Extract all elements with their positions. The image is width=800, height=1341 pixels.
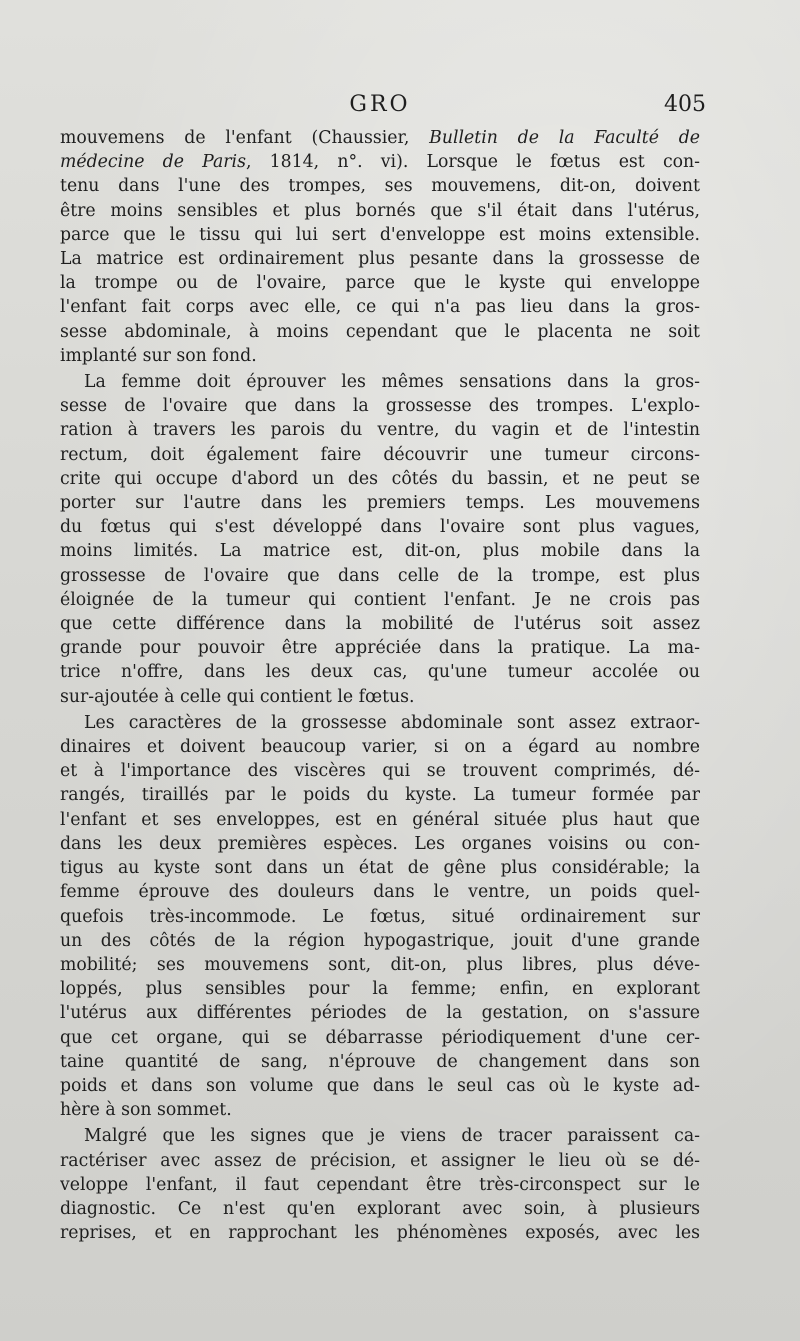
text-line: éloignée de la tumeur qui contient l'enfant. Je ne crois pas (60, 589, 700, 610)
text-line: taine quantité de sang, n'éprouve de changement dans son (60, 1051, 700, 1072)
text-line: quefois très-incommode. Le fœtus, situé ordinairement sur (60, 906, 700, 927)
paragraph-4 (60, 1124, 700, 1245)
page-number: 405 (664, 92, 706, 117)
text-line: ractériser avec assez de précision, et assigner le lieu où se dé- (60, 1150, 700, 1171)
running-head: GRO (349, 92, 411, 117)
journal-title: Bulletin de la Faculté de (429, 128, 700, 148)
text-line: Les caractères de la grossesse abdominale sont assez extraor- (84, 712, 700, 733)
text-line: être moins sensibles et plus bornés que s'il était dans l'utérus, (60, 200, 700, 221)
text-line: rectum, doit également faire découvrir une tumeur circons- (60, 444, 700, 465)
text-line: mobilité; ses mouvemens sont, dit-on, plus libres, plus déve- (60, 954, 700, 975)
text-line: l'enfant fait corps avec elle, ce qui n'a pas lieu dans la gros- (60, 297, 700, 318)
text-line: tenu dans l'une des trompes, ses mouvemens, dit-on, doivent (60, 176, 700, 197)
text-line: porter sur l'autre dans les premiers temps. Les mouvemens (60, 493, 700, 514)
body-text (60, 126, 700, 1247)
text-line: parce que le tissu qui lui sert d'enveloppe est moins extensible. (60, 224, 700, 245)
page-header (60, 92, 706, 124)
text-line: du fœtus qui s'est développé dans l'ovaire sont plus vagues, (60, 517, 700, 538)
text-line: l'enfant et ses enveloppes, est en général située plus haut que (60, 809, 700, 830)
text-line: dans les deux premières espèces. Les organes voisins ou con- (60, 833, 700, 854)
text-line: hère à son sommet. (60, 1100, 232, 1121)
text-line: moins limités. La matrice est, dit-on, plus mobile dans la (60, 541, 700, 562)
journal-title: médecine de Paris (60, 152, 246, 173)
text-line: trice n'offre, dans les deux cas, qu'une tumeur accolée ou (60, 662, 700, 683)
text-line: rangés, tiraillés par le poids du kyste. La tumeur formée par (60, 785, 700, 806)
text-line: grossesse de l'ovaire que dans celle de la trompe, est plus (60, 565, 700, 586)
text-line: veloppe l'enfant, il faut cependant être très-circonspect sur le (60, 1174, 700, 1195)
text-line: médecine de Paris, 1814, n°. vi). Lorsque le fœtus est con- (60, 152, 700, 173)
text-line: diagnostic. Ce n'est qu'en explorant avec soin, à plusieurs (60, 1198, 700, 1219)
text-line: un des côtés de la région hypogastrique, jouit d'une grande (60, 930, 700, 951)
text-line: sur-ajoutée à celle qui contient le fœtus. (60, 686, 415, 707)
text-line: reprises, et en rapprochant les phénomènes exposés, avec les (60, 1223, 700, 1244)
text-line: femme éprouve des douleurs dans le ventre, un poids quel- (60, 882, 700, 903)
text-line: La matrice est ordinairement plus pesante dans la grossesse de (60, 249, 700, 270)
text-line: la trompe ou de l'ovaire, parce que le kyste qui enveloppe (60, 273, 700, 294)
text-line: et à l'importance des viscères qui se trouvent comprimés, dé- (60, 761, 700, 782)
text-line: grande pour pouvoir être appréciée dans la pratique. La ma- (60, 638, 700, 659)
paragraph-2 (60, 370, 700, 709)
text-line: que cet organe, qui se débarrasse périodiquement d'une cer- (60, 1027, 700, 1048)
text-line: mouvemens de l'enfant (Chaussier, Bulletin de la Faculté de (60, 128, 700, 148)
paragraph-1 (60, 126, 700, 368)
text-line: poids et dans son volume que dans le seul cas où le kyste ad- (60, 1075, 700, 1096)
text-line: sesse de l'ovaire que dans la grossesse des trompes. L'explo- (60, 396, 700, 417)
paragraph-3 (60, 711, 700, 1122)
text-line: l'utérus aux différentes périodes de la gestation, on s'assure (60, 1003, 700, 1024)
text-line: La femme doit éprouver les mêmes sensations dans la gros- (84, 372, 700, 393)
text-line: dinaires et doivent beaucoup varier, si on a égard au nombre (60, 737, 700, 758)
text-line: implanté sur son fond. (60, 345, 257, 366)
text-line: tigus au kyste sont dans un état de gêne plus considérable; la (60, 858, 700, 879)
text-line: Malgré que les signes que je viens de tracer paraissent ca- (84, 1126, 700, 1147)
text-line: ration à travers les parois du ventre, du vagin et de l'intestin (60, 420, 700, 441)
text-line: que cette différence dans la mobilité de l'utérus soit assez (60, 614, 700, 635)
text-line: loppés, plus sensibles pour la femme; enfin, en explorant (60, 979, 700, 1000)
text-line: crite qui occupe d'abord un des côtés du bassin, et ne peut se (60, 468, 700, 489)
text-line: sesse abdominale, à moins cependant que le placenta ne soit (60, 321, 700, 342)
